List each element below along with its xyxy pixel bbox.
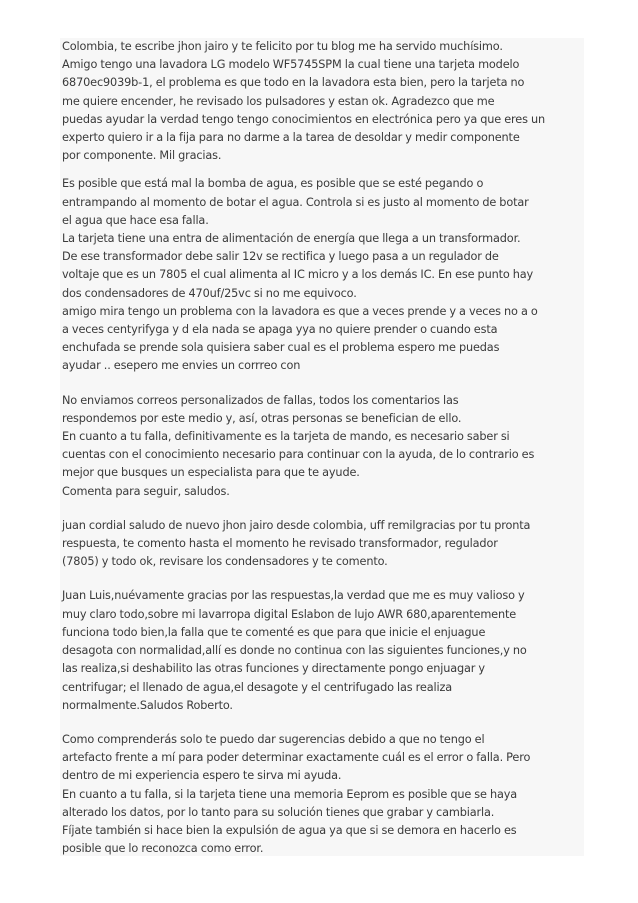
comment-line: experto quiero ir a la fija para no darme a la tarea de desoldar y medir componente <box>62 131 520 145</box>
comment-line: 6870ec9039b-1, el problema es que todo en la lavadora esta bien, pero la tarjeta no <box>62 76 525 90</box>
comment-line: Colombia, te escribe jhon jairo y te felicito por tu blog me ha servido muchísimo. <box>62 40 503 53</box>
comment-line: desagota con normalidad,allí es donde no continua con las siguientes funciones,y no <box>62 644 527 658</box>
comment-line: De ese transformador debe salir 12v se rectifica y luego pasa a un regulador de <box>62 250 499 264</box>
comment-2 <box>62 175 582 375</box>
comment-line: respondemos por este medio y, así, otras personas se benefician de ello. <box>62 411 462 425</box>
comment-line: En cuanto a tu falla, definitivamente es la tarjeta de mando, es necesario saber si <box>62 430 510 444</box>
comment-line: alterado los datos, por lo tanto para su solución tienes que grabar y cambiarla. <box>62 805 495 819</box>
comment-line: En cuanto a tu falla, si la tarjeta tiene una memoria Eeprom es posible que se haya <box>62 787 518 801</box>
comment-thread <box>60 38 584 856</box>
comment-6 <box>62 731 582 858</box>
comment-line: No enviamos correos personalizados de fallas, todos los comentarios las <box>62 393 459 407</box>
comment-line: enchufada se prende sola quisiera saber cual es el problema espero me puedas <box>62 341 500 355</box>
comment-3 <box>62 392 582 501</box>
comment-line: voltaje que es un 7805 el cual alimenta al IC micro y a los demás IC. En ese punto hay <box>62 268 534 282</box>
comment-line: La tarjeta tiene una entra de alimentación de energía que llega a un transformador. <box>62 232 521 246</box>
comment-line: me quiere encender, he revisado los pulsadores y estan ok. Agradezco que me <box>62 94 495 108</box>
comment-line: posible que lo reconozca como error. <box>62 842 264 856</box>
comment-4 <box>62 517 582 572</box>
comment-1 <box>62 38 582 165</box>
comment-line: Juan Luis,nuévamente gracias por las respuestas,la verdad que me es muy valioso y <box>62 589 525 603</box>
comment-line: funciona todo bien,la falla que te comenté es que para que inicie el enjuague <box>62 625 486 639</box>
comment-line: juan cordial saludo de nuevo jhon jairo desde colombia, uff remilgracias por tu pronta <box>62 518 531 532</box>
comment-line: artefacto frente a mí para poder determinar exactamente cuál es el error o falla. Pero <box>62 751 531 765</box>
comment-line: Amigo tengo una lavadora LG modelo WF5745SPM la cual tiene una tarjeta modelo <box>62 58 520 72</box>
comment-line: dos condensadores de 470uf/25vc si no me equivoco. <box>62 286 357 300</box>
comment-5 <box>62 587 582 714</box>
comment-line: muy claro todo,sobre mi lavarropa digital Eslabon de lujo AWR 680,aparentemente <box>62 607 517 621</box>
comment-line: puedas ayudar la verdad tengo tengo conocimientos en electrónica pero ya que eres un <box>62 112 545 126</box>
comment-line: entrampando al momento de botar el agua. Controla si es justo al momento de botar <box>62 195 529 209</box>
comment-line: Es posible que está mal la bomba de agua, es posible que se esté pegando o <box>62 177 484 191</box>
comment-line: Fíjate también si hace bien la expulsión de agua ya que si se demora en hacerlo es <box>62 823 517 837</box>
comment-line: dentro de mi experiencia espero te sirva mi ayuda. <box>62 769 342 783</box>
comment-line: el agua que hace esa falla. <box>62 213 209 227</box>
comment-line: ayudar .. esepero me envies un corrreo con <box>62 359 301 373</box>
comment-line: a veces centyrifyga y d ela nada se apaga yya no quiere prender o cuando esta <box>62 323 498 337</box>
comment-line: las realiza,si deshabilito las otras funciones y directamente pongo enjuagar y <box>62 662 485 676</box>
comment-line: mejor que busques un especialista para que te ayude. <box>62 466 360 480</box>
comment-line: (7805) y todo ok, revisare los condensadores y te comento. <box>62 555 388 569</box>
comment-line: amigo mira tengo un problema con la lavadora es que a veces prende y a veces no a o <box>62 304 538 318</box>
comment-line: Comenta para seguir, saludos. <box>62 484 230 498</box>
comment-line: cuentas con el conocimiento necesario para continuar con la ayuda, de lo contrario es <box>62 448 535 462</box>
comment-line: respuesta, te comento hasta el momento he revisado transformador, regulador <box>62 537 498 551</box>
comment-line: centrifugar; el llenado de agua,el desagote y el centrifugado las realiza <box>62 680 452 694</box>
comment-line: Como comprenderás solo te puedo dar sugerencias debido a que no tengo el <box>62 732 485 746</box>
comment-line: normalmente.Saludos Roberto. <box>62 698 233 712</box>
comment-line: por componente. Mil gracias. <box>62 149 222 163</box>
